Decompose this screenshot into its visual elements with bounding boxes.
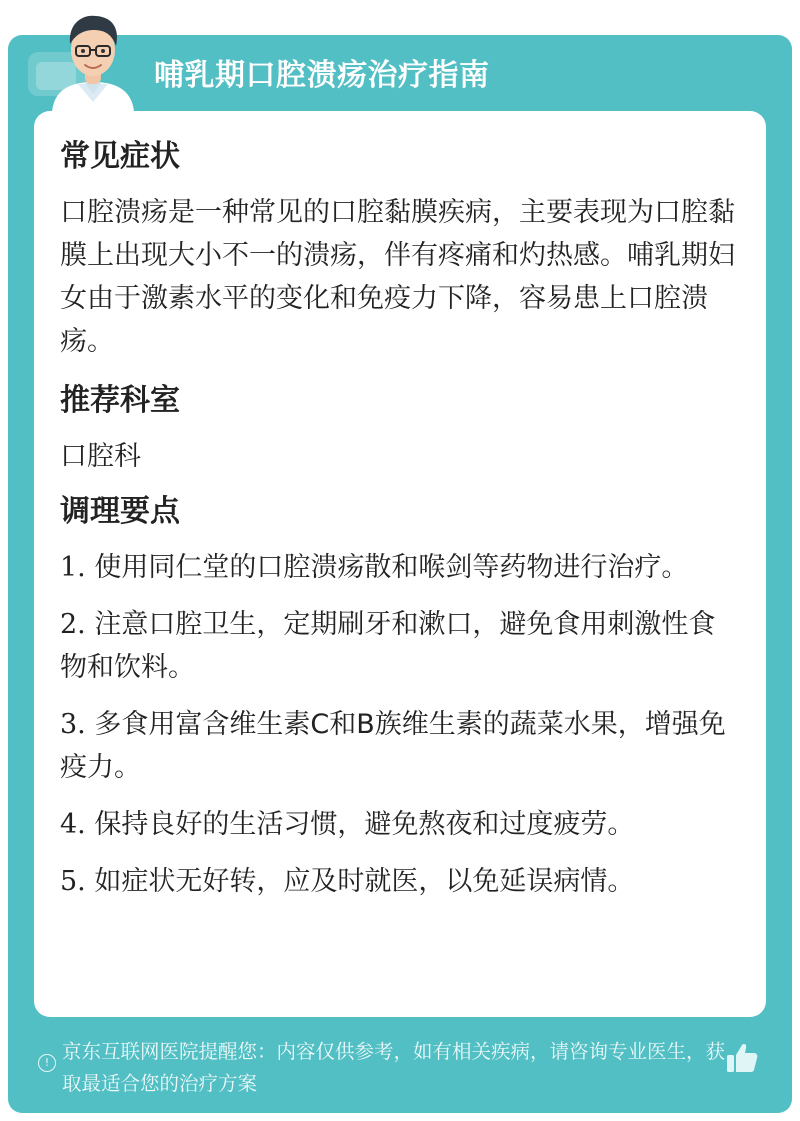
list-item-number: 1. (60, 552, 86, 583)
list-item (60, 703, 736, 789)
list-item-text: 保持良好的生活习惯，避免熬夜和过度疲劳。 (94, 809, 635, 840)
list-item (60, 603, 736, 689)
page-title: 哺乳期口腔溃疡治疗指南 (154, 58, 490, 93)
content-card (34, 111, 766, 1017)
thumbs-up-icon[interactable] (724, 1040, 760, 1076)
list-item-number: 2. (60, 609, 86, 640)
section-heading-symptoms: 常见症状 (60, 139, 180, 174)
list-item (60, 803, 736, 846)
list-item-text: 注意口腔卫生，定期刷牙和漱口，避免食用刺激性食物和饮料。 (60, 609, 716, 683)
list-item-number: 4. (60, 809, 86, 840)
disclaimer-text: 京东互联网医院提醒您：内容仅供参考，如有相关疾病，请咨询专业医生，获取最适合您的治疗方案 (62, 1040, 726, 1095)
care-list (60, 546, 736, 903)
list-item (60, 546, 736, 589)
info-icon: ! (38, 1054, 56, 1072)
list-item-text: 使用同仁堂的口腔溃疡散和喉剑等药物进行治疗。 (94, 552, 689, 583)
list-item-text: 如症状无好转，应及时就医，以免延误病情。 (94, 866, 635, 897)
symptoms-text: 口腔溃疡是一种常见的口腔黏膜疾病，主要表现为口腔黏膜上出现大小不一的溃疡，伴有疼痛和灼热感。哺乳期妇女由于激素水平的变化和免疫力下降，容易患上口腔溃疡。 (60, 197, 735, 357)
list-item-text: 多食用富含维生素C和B族维生素的蔬菜水果，增强免疫力。 (60, 709, 726, 783)
list-item-number: 5. (60, 866, 86, 897)
footer-disclaimer (38, 1036, 728, 1100)
content-body (60, 133, 736, 917)
list-item (60, 860, 736, 903)
department-value: 口腔科 (60, 441, 141, 472)
section-heading-department: 推荐科室 (60, 383, 180, 418)
section-heading-care: 调理要点 (60, 494, 180, 529)
list-item-number: 3. (60, 709, 86, 740)
doctor-avatar (48, 8, 138, 112)
